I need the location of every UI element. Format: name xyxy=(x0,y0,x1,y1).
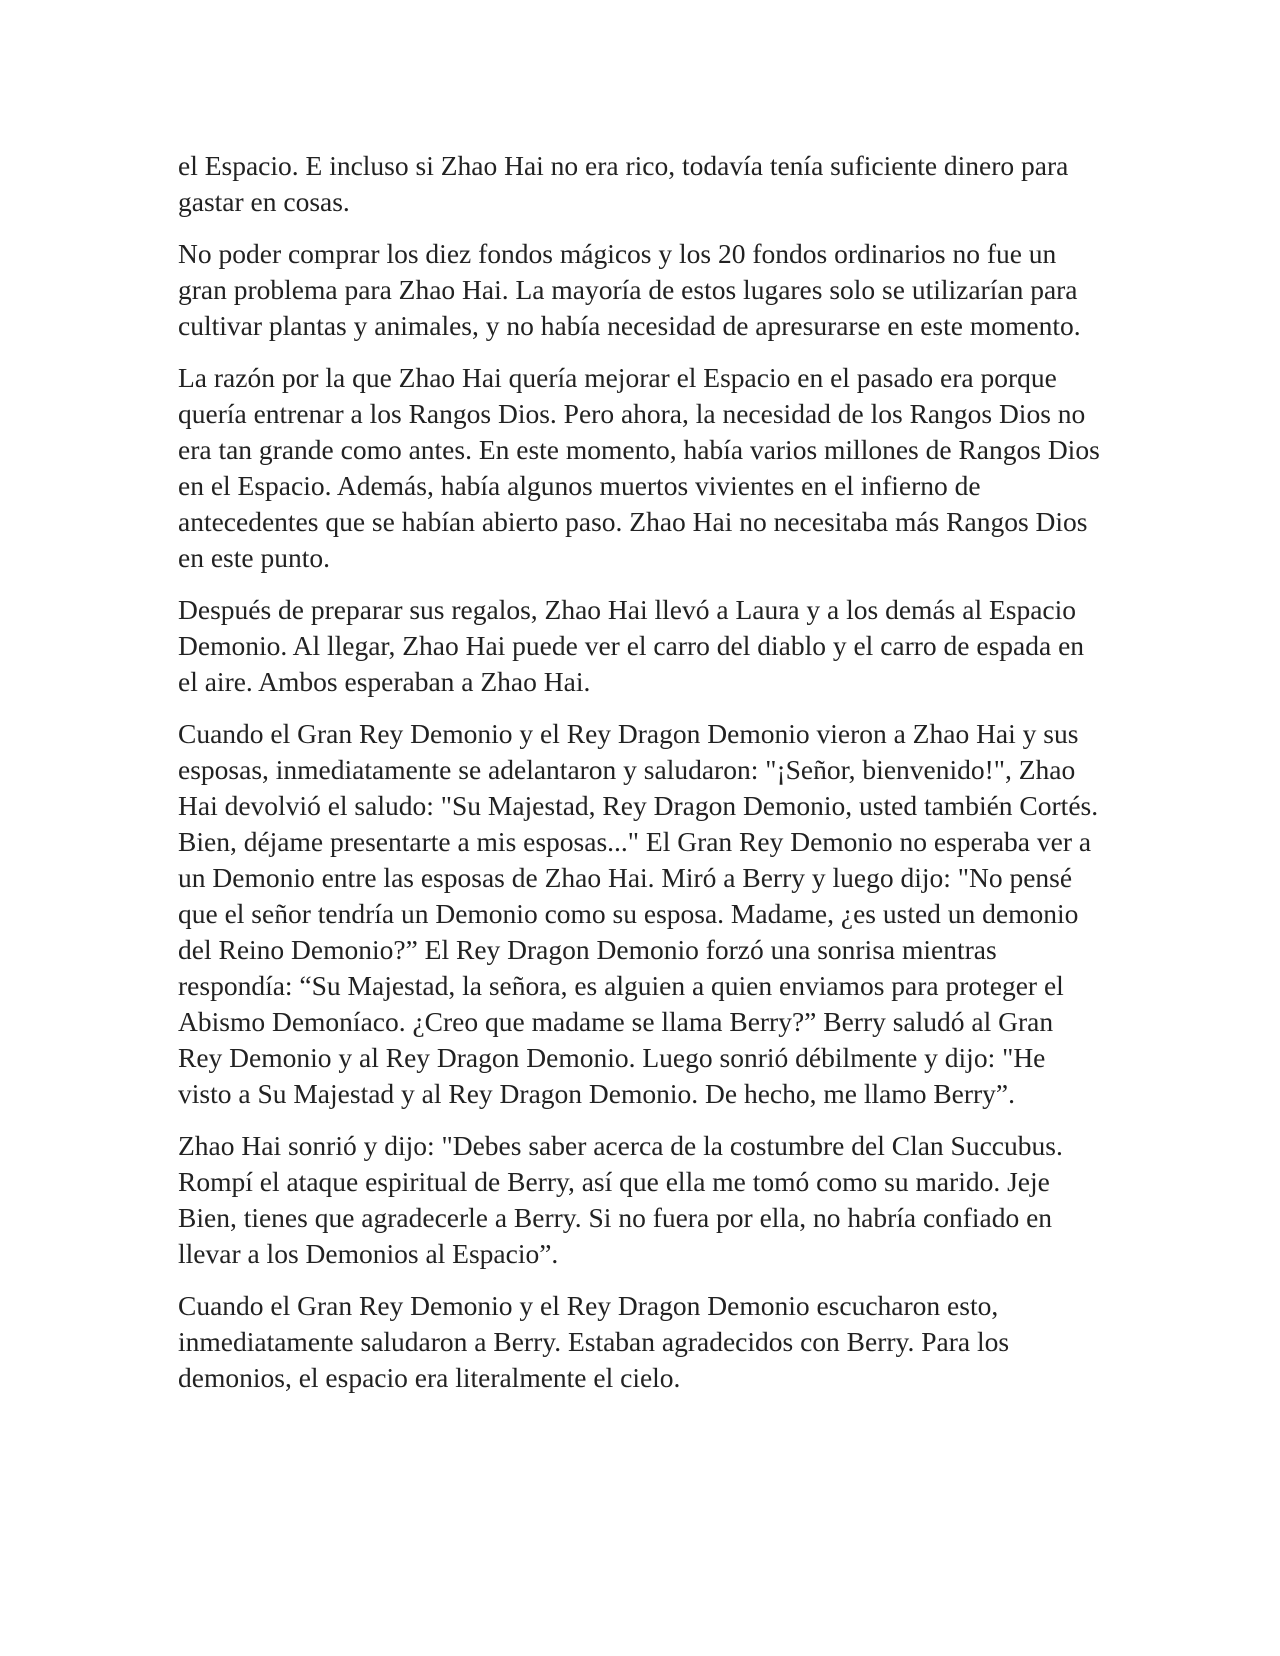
paragraph-6: Zhao Hai sonrió y dijo: "Debes saber acerca de la costumbre del Clan Succubus. Rompí el ataque espiritual de Berry, así que ella me tomó como su marido. Jeje Bien, tienes que agradecerle a Berry. Si no fuera por ella, no habría confiado en llevar a los Demonios al Espacio”. xyxy=(178,1130,1063,1269)
paragraph-7: Cuando el Gran Rey Demonio y el Rey Dragon Demonio escucharon esto, inmediatamente saludaron a Berry. Estaban agradecidos con Berry. Para los demonios, el espacio era literalmente el cielo. xyxy=(178,1290,1010,1393)
paragraph-2: No poder comprar los diez fondos mágicos y los 20 fondos ordinarios no fue un gran problema para Zhao Hai. La mayoría de estos lugares solo se utilizarían para cultivar plantas y animales, y no había necesidad de apresurarse en este momento. xyxy=(178,238,1081,341)
paragraph-3: La razón por la que Zhao Hai quería mejorar el Espacio en el pasado era porque quería entrenar a los Rangos Dios. Pero ahora, la necesidad de los Rangos Dios no era tan grande como antes. En este momento, había varios millones de Rangos Dios en el Espacio. Además, había algunos muertos vivientes en el infierno de antecedentes que se habían abierto paso. Zhao Hai no necesitaba más Rangos Dios en este punto. xyxy=(178,362,1100,573)
document-body xyxy=(178,148,1102,1412)
paragraph-1: el Espacio. E incluso si Zhao Hai no era rico, todavía tenía suficiente dinero para gastar en cosas. xyxy=(178,150,1069,217)
paragraph-5: Cuando el Gran Rey Demonio y el Rey Dragon Demonio vieron a Zhao Hai y sus esposas, inmediatamente se adelantaron y saludaron: "¡Señor, bienvenido!", Zhao Hai devolvió el saludo: "Su Majestad, Rey Dragon Demonio, usted también Cortés. Bien, déjame presentarte a mis esposas..." El Gran Rey Demonio no esperaba ver a un Demonio entre las esposas de Zhao Hai. Miró a Berry y luego dijo: "No pensé que el señor tendría un Demonio como su esposa. Madame, ¿es usted un demonio del Reino Demonio?” El Rey Dragon Demonio forzó una sonrisa mientras respondía: “Su Majestad, la señora, es alguien a quien enviamos para proteger el Abismo Demoníaco. ¿Creo que madame se llama Berry?” Berry saludó al Gran Rey Demonio y al Rey Dragon Demonio. Luego sonrió débilmente y dijo: "He visto a Su Majestad y al Rey Dragon Demonio. De hecho, me llamo Berry”. xyxy=(178,718,1099,1109)
paragraph-4: Después de preparar sus regalos, Zhao Hai llevó a Laura y a los demás al Espacio Demonio. Al llegar, Zhao Hai puede ver el carro del diablo y el carro de espada en el aire. Ambos esperaban a Zhao Hai. xyxy=(178,594,1085,697)
